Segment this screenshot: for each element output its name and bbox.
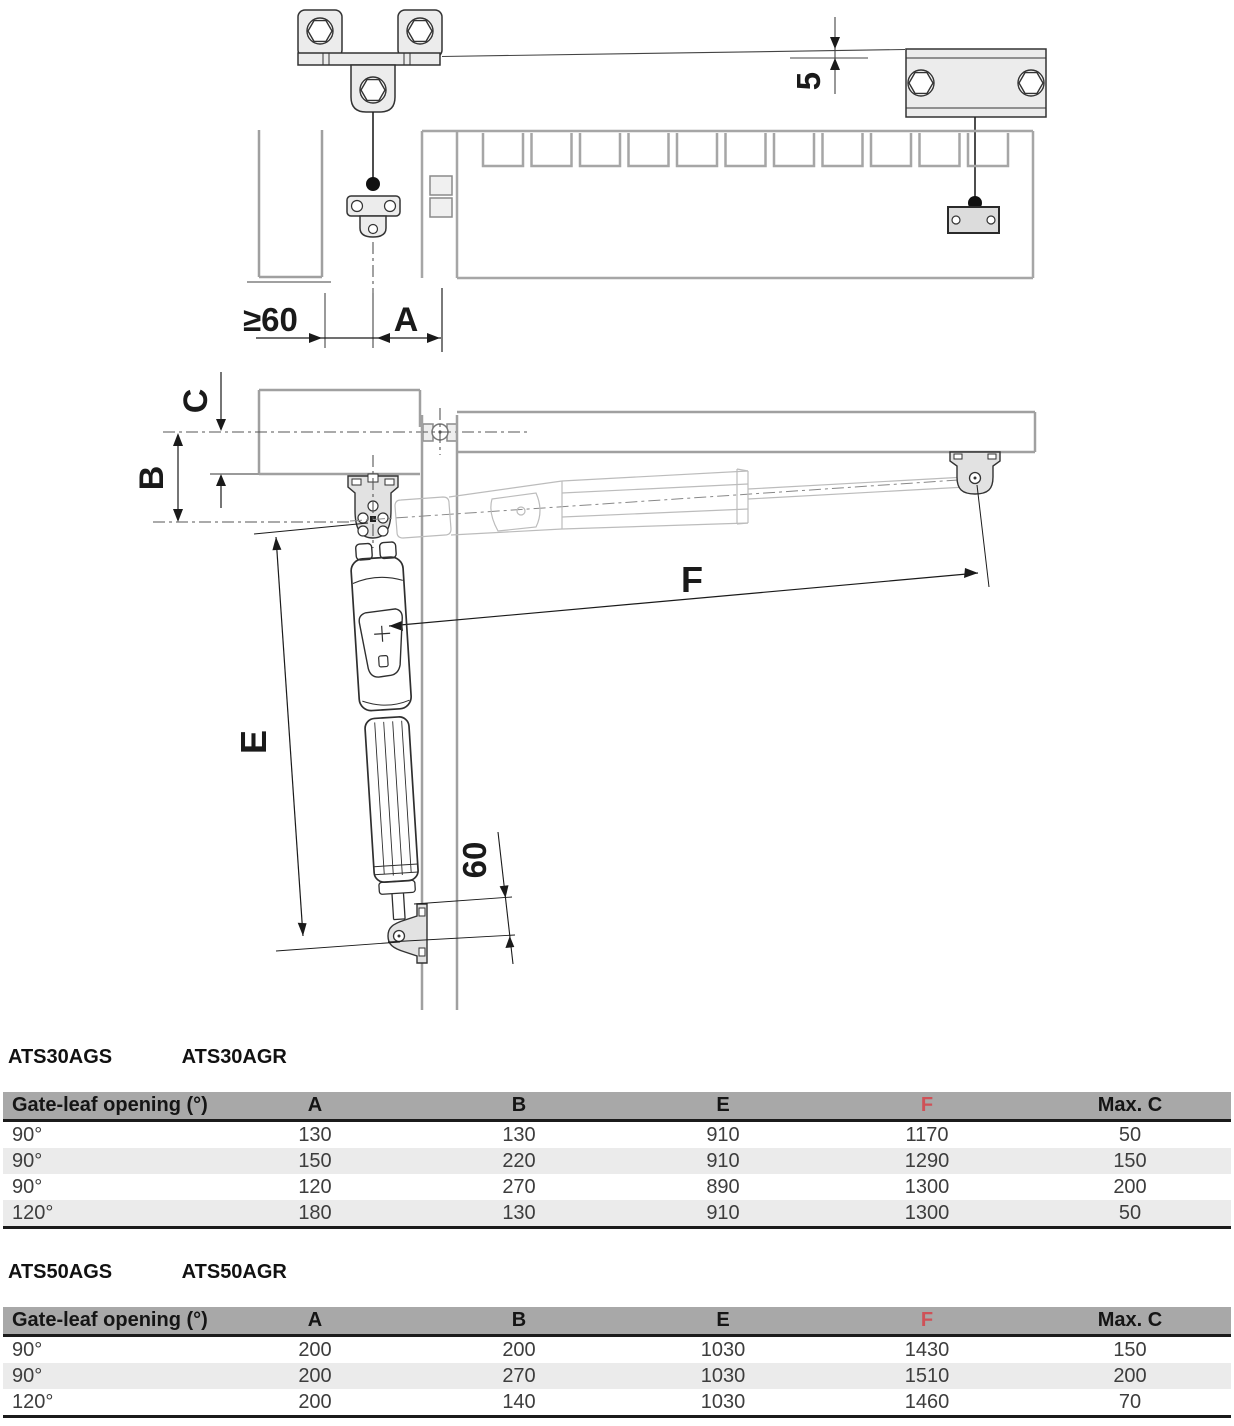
header-row [3,1307,1231,1336]
leader-dot [366,177,380,191]
dim-label-min60: ≥60 [243,301,298,338]
column-header: Gate-leaf opening (°) [3,1307,213,1336]
dim-C [177,372,226,508]
table-cell: 150 [1029,1148,1231,1174]
model-name: ATS50AGS [8,1261,113,1283]
table-cell: 910 [621,1200,825,1228]
table-cell: 90° [12,1338,43,1361]
front-bracket-top-view [298,10,442,112]
table-cell: 910 [706,1123,740,1146]
table-cell: 130 [502,1123,536,1146]
table-cell: 220 [417,1148,621,1174]
table-cell: 50 [1118,1123,1142,1146]
table-cell: 1510 [825,1363,1029,1389]
table-cell: 1300 [904,1175,950,1198]
hinge-front-view [430,176,452,217]
column-header: Max. C [1029,1092,1231,1121]
table-cell: 1170 [905,1123,949,1146]
hinge-plan-view [163,408,528,455]
table-row [3,1121,1231,1149]
table-row [3,1336,1231,1364]
dim-F [389,485,989,631]
dim-E [233,523,400,951]
table-cell: 150 [213,1148,417,1174]
table-cell: 1030 [700,1390,746,1413]
column-header: A [213,1307,417,1336]
table-row [3,1174,1231,1200]
actuator-axis [350,478,988,521]
model-name: ATS30AGR [181,1046,287,1068]
model-title-ats30 [8,1046,287,1069]
dim-label-F: F [681,559,703,600]
table-body [3,1336,1231,1417]
table-cell: 120° [12,1390,54,1413]
dim-label-B: B [133,465,171,491]
dim-B [133,433,350,522]
front-bracket-front-view [347,196,400,237]
rear-bracket-front-view [948,207,999,233]
table-cell: 1430 [904,1338,950,1361]
table-cell: 90° [12,1123,43,1146]
table-cell: 1030 [621,1363,825,1389]
table-cell: 200 [213,1363,417,1389]
table-cell: 90° [12,1175,43,1198]
table-cell: 120° [3,1200,213,1228]
column-header: F [825,1092,1029,1121]
column-header: Max. C [1029,1307,1231,1336]
ats30-spec-table [3,1092,1231,1229]
pillar-front-view [247,130,331,282]
table-cell: 90° [3,1148,213,1174]
table-cell: 270 [502,1175,536,1198]
gate-plan-view [457,412,1035,452]
table-cell: 1030 [700,1338,746,1361]
dim-label-C: C [177,388,215,414]
column-header: B [417,1307,621,1336]
table-cell: 70 [1118,1390,1142,1413]
ats50-spec-table [3,1307,1231,1418]
dim-label-A: A [393,301,419,339]
table-row [3,1363,1231,1389]
model-title-ats50 [8,1261,287,1284]
model-name: ATS30AGS [8,1046,113,1068]
table-cell: 890 [706,1175,740,1198]
gate-bars [483,133,1008,166]
table-row [3,1389,1231,1417]
dim-label-E: E [233,729,274,755]
table-body [3,1121,1231,1228]
table-cell: 130 [298,1123,332,1146]
table-cell: 50 [1029,1200,1231,1228]
column-header: A [213,1092,417,1121]
table-row [3,1148,1231,1174]
column-header: B [417,1092,621,1121]
table-header [3,1307,1231,1336]
table-cell: 1300 [825,1200,1029,1228]
table-cell: 200 [1029,1363,1231,1389]
front-bracket-plan-view [348,455,398,548]
dim-min60-A [243,288,442,352]
table-cell: 1290 [825,1148,1029,1174]
table-cell: 270 [417,1363,621,1389]
column-header: E [621,1092,825,1121]
table-cell: 200 [298,1390,332,1413]
table-cell: 200 [502,1338,536,1361]
rear-bracket-top-view [906,49,1046,117]
table-header [3,1092,1231,1121]
dim-label-5: 5 [790,71,827,91]
table-cell: 1460 [904,1390,950,1413]
column-header: E [621,1307,825,1336]
table-cell: 150 [1113,1338,1147,1361]
gate-front-view [422,131,1033,278]
table-row [3,1200,1231,1228]
table-cell: 90° [3,1363,213,1389]
table-cell: 130 [417,1200,621,1228]
table-cell: 910 [621,1148,825,1174]
offset-5-dimension [442,17,905,94]
dim-label-60: 60 [456,841,493,879]
model-name: ATS50AGR [181,1261,287,1283]
table-cell: 140 [502,1390,536,1413]
table-cell: 120 [298,1175,332,1198]
column-header: Gate-leaf opening (°) [3,1092,213,1121]
header-row [3,1092,1231,1121]
actuator-open-position [349,541,425,921]
table-cell: 200 [1113,1175,1147,1198]
table-cell: 180 [213,1200,417,1228]
rear-bracket-open-position [388,904,427,963]
actuator-closed-position [395,469,966,538]
column-header: F [825,1307,1029,1336]
table-cell: 200 [298,1338,332,1361]
